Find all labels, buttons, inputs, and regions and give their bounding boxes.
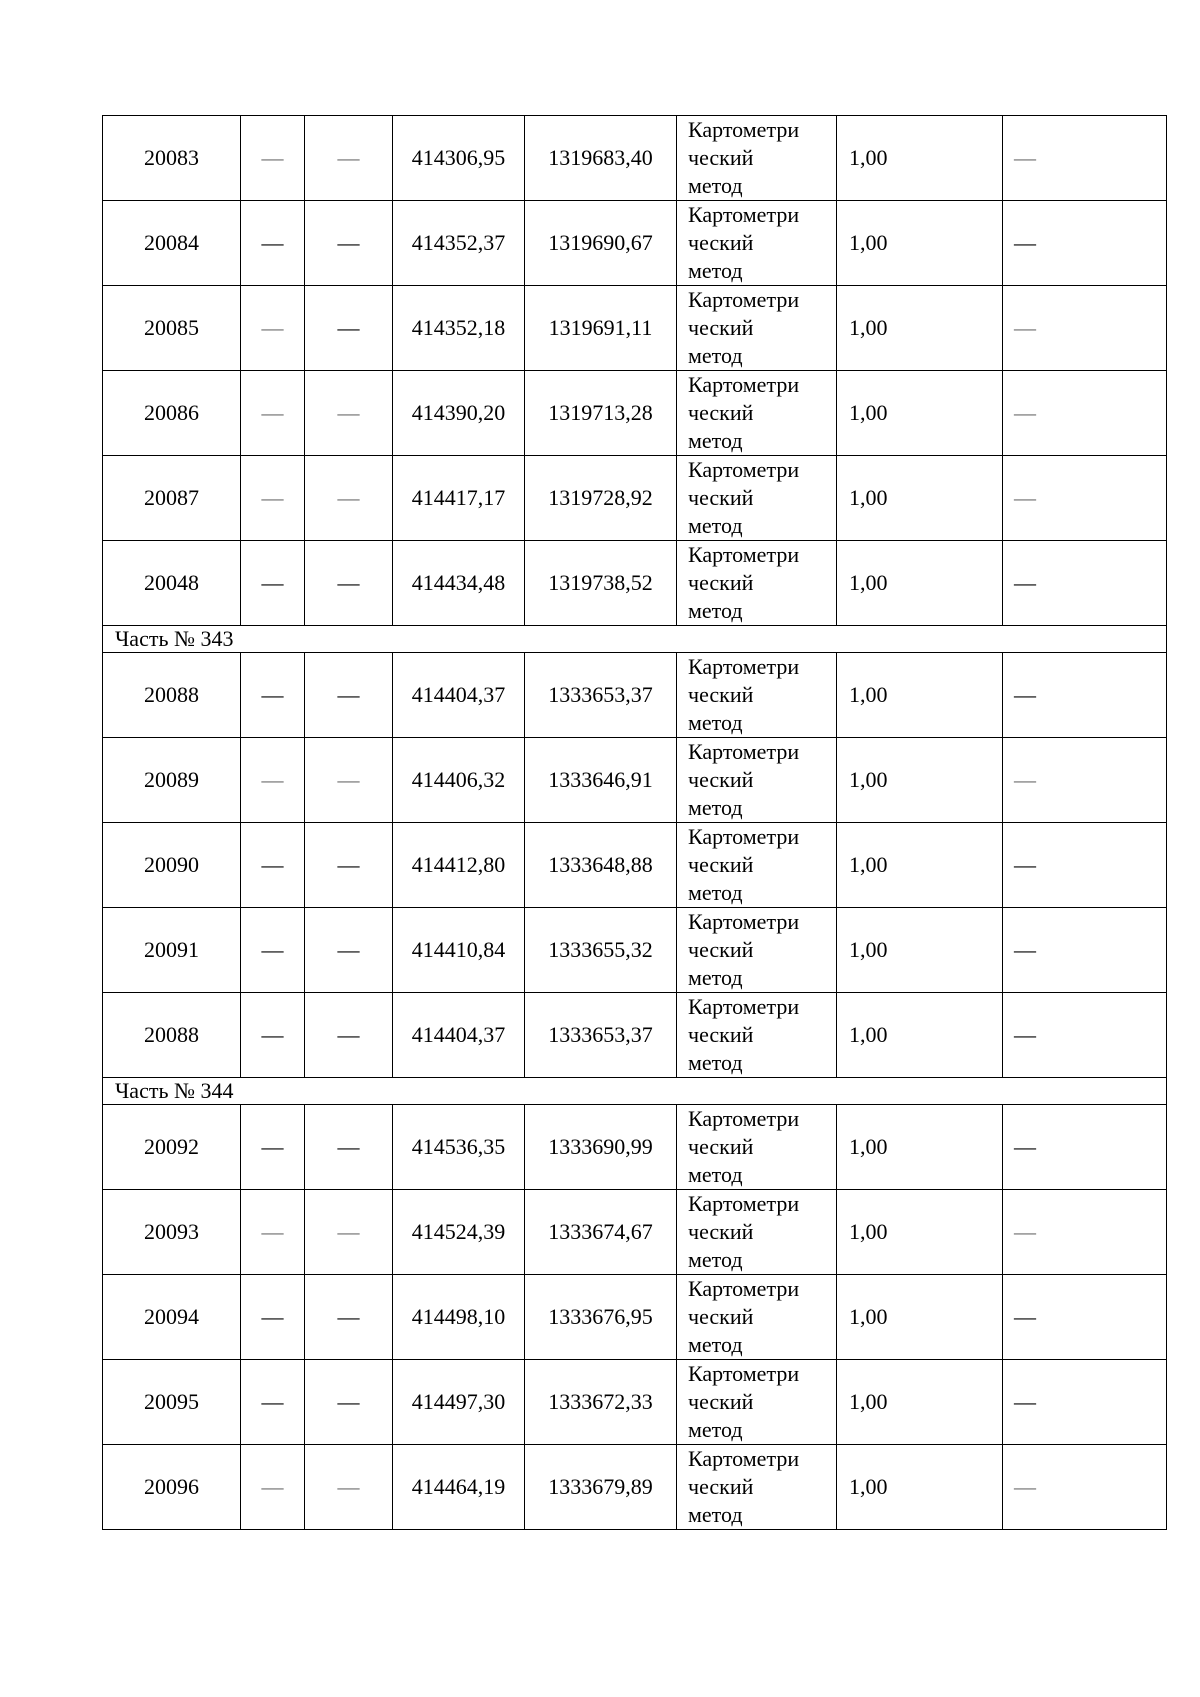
point-number-cell: 20048 [103,541,241,626]
old-y-cell [305,993,393,1078]
dash-mark: — [1014,852,1036,877]
accuracy-cell: 1,00 [837,1275,1003,1360]
old-y-cell [305,116,393,201]
note-cell [1003,1105,1167,1190]
y-coordinate-cell: 1333653,37 [525,993,677,1078]
method-cell [677,541,837,626]
old-y-cell [305,201,393,286]
method-text-line: ческий [688,315,754,340]
old-x-cell [241,1445,305,1530]
x-coordinate-cell: 414406,32 [393,738,525,823]
dash-mark: — [261,767,284,792]
old-x-cell [241,653,305,738]
table-row [103,1275,1167,1360]
method-text-line: ческий [688,145,754,170]
method-text-line: метод [688,343,743,368]
method-cell [677,1275,837,1360]
dash-mark: — [1014,400,1036,425]
method-text-line: Картометри [688,909,800,934]
old-y-cell [305,738,393,823]
accuracy-cell: 1,00 [837,653,1003,738]
point-number-cell: 20090 [103,823,241,908]
accuracy-cell: 1,00 [837,286,1003,371]
method-text-line: ческий [688,230,754,255]
method-text-line: метод [688,1247,743,1272]
dash-mark: — [337,145,360,170]
method-text-line: Картометри [688,457,800,482]
x-coordinate-cell: 414390,20 [393,371,525,456]
method-text-line: Картометри [688,1446,800,1471]
method-text-line: ческий [688,1022,754,1047]
point-number-cell: 20086 [103,371,241,456]
method-text-line: метод [688,598,743,623]
note-cell [1003,456,1167,541]
old-y-cell [305,1105,393,1190]
dash-mark: — [261,1304,284,1329]
method-text-line: метод [688,710,743,735]
dash-mark: — [337,1219,360,1244]
method-cell [677,1360,837,1445]
x-coordinate-cell: 414306,95 [393,116,525,201]
table-row [103,116,1167,201]
method-text-line: ческий [688,1474,754,1499]
method-text-line: метод [688,513,743,538]
old-x-cell [241,1360,305,1445]
method-text-line: Картометри [688,1191,800,1216]
table-row [103,371,1167,456]
y-coordinate-cell: 1333653,37 [525,653,677,738]
dash-mark: — [1014,937,1036,962]
method-text-line: Картометри [688,117,800,142]
method-text-line: Картометри [688,202,800,227]
dash-mark: — [337,400,360,425]
note-cell [1003,993,1167,1078]
old-y-cell [305,908,393,993]
dash-mark: — [337,315,360,340]
point-number-cell: 20088 [103,993,241,1078]
dash-mark: — [337,767,360,792]
method-text-line: ческий [688,1389,754,1414]
dash-mark: — [261,682,284,707]
part-header-row [103,626,1167,653]
table-body [103,116,1167,1530]
dash-mark: — [261,400,284,425]
y-coordinate-cell: 1333648,88 [525,823,677,908]
method-text-line: Картометри [688,1276,800,1301]
dash-mark: — [261,145,284,170]
method-text-line: Картометри [688,824,800,849]
method-text-line: Картометри [688,1361,800,1386]
dash-mark: — [1014,315,1036,340]
table-row [103,1190,1167,1275]
method-cell [677,286,837,371]
point-number-cell: 20094 [103,1275,241,1360]
method-text-line: Картометри [688,994,800,1019]
dash-mark: — [261,570,284,595]
y-coordinate-cell: 1319690,67 [525,201,677,286]
note-cell [1003,541,1167,626]
old-y-cell [305,456,393,541]
method-cell [677,371,837,456]
dash-mark: — [1014,682,1036,707]
dash-mark: — [261,1389,284,1414]
part-label: Часть № 343 [103,626,1167,653]
point-number-cell: 20096 [103,1445,241,1530]
method-cell [677,456,837,541]
method-cell [677,823,837,908]
method-text-line: ческий [688,1219,754,1244]
method-cell [677,993,837,1078]
dash-mark: — [337,485,360,510]
dash-mark: — [261,852,284,877]
method-text-line: ческий [688,570,754,595]
note-cell [1003,823,1167,908]
method-text-line: метод [688,965,743,990]
table-row [103,541,1167,626]
method-text-line: метод [688,1502,743,1527]
x-coordinate-cell: 414404,37 [393,993,525,1078]
method-text-line: ческий [688,937,754,962]
method-cell [677,116,837,201]
old-y-cell [305,1445,393,1530]
method-text-line: Картометри [688,1106,800,1131]
old-y-cell [305,286,393,371]
x-coordinate-cell: 414524,39 [393,1190,525,1275]
old-x-cell [241,456,305,541]
dash-mark: — [1014,1022,1036,1047]
y-coordinate-cell: 1319683,40 [525,116,677,201]
accuracy-cell: 1,00 [837,1190,1003,1275]
dash-mark: — [1014,485,1036,510]
table-row [103,993,1167,1078]
table-row [103,286,1167,371]
dash-mark: — [337,682,360,707]
old-y-cell [305,1275,393,1360]
x-coordinate-cell: 414417,17 [393,456,525,541]
point-number-cell: 20093 [103,1190,241,1275]
dash-mark: — [1014,1219,1036,1244]
note-cell [1003,908,1167,993]
note-cell [1003,1275,1167,1360]
old-x-cell [241,116,305,201]
x-coordinate-cell: 414498,10 [393,1275,525,1360]
method-text-line: ческий [688,1304,754,1329]
accuracy-cell: 1,00 [837,541,1003,626]
dash-mark: — [337,1389,360,1414]
coordinates-table [102,115,1167,1530]
accuracy-cell: 1,00 [837,116,1003,201]
y-coordinate-cell: 1333672,33 [525,1360,677,1445]
x-coordinate-cell: 414352,18 [393,286,525,371]
method-cell [677,201,837,286]
method-text-line: ческий [688,400,754,425]
note-cell [1003,1360,1167,1445]
accuracy-cell: 1,00 [837,456,1003,541]
accuracy-cell: 1,00 [837,1445,1003,1530]
point-number-cell: 20087 [103,456,241,541]
method-text-line: ческий [688,485,754,510]
x-coordinate-cell: 414497,30 [393,1360,525,1445]
note-cell [1003,738,1167,823]
part-label: Часть № 344 [103,1078,1167,1105]
y-coordinate-cell: 1333676,95 [525,1275,677,1360]
note-cell [1003,653,1167,738]
y-coordinate-cell: 1319728,92 [525,456,677,541]
method-text-line: ческий [688,852,754,877]
method-text-line: метод [688,1050,743,1075]
y-coordinate-cell: 1333690,99 [525,1105,677,1190]
old-x-cell [241,1105,305,1190]
accuracy-cell: 1,00 [837,908,1003,993]
method-text-line: метод [688,1162,743,1187]
y-coordinate-cell: 1319691,11 [525,286,677,371]
dash-mark: — [1014,1134,1036,1159]
point-number-cell: 20092 [103,1105,241,1190]
accuracy-cell: 1,00 [837,371,1003,456]
dash-mark: — [337,230,360,255]
dash-mark: — [261,1219,284,1244]
note-cell [1003,371,1167,456]
dash-mark: — [337,1022,360,1047]
method-text-line: Картометри [688,542,800,567]
dash-mark: — [337,1474,360,1499]
method-text-line: метод [688,1332,743,1357]
method-text-line: Картометри [688,287,800,312]
dash-mark: — [337,1304,360,1329]
part-header-row [103,1078,1167,1105]
dash-mark: — [261,230,284,255]
method-text-line: Картометри [688,372,800,397]
old-y-cell [305,653,393,738]
dash-mark: — [261,1474,284,1499]
old-y-cell [305,371,393,456]
dash-mark: — [1014,1304,1036,1329]
point-number-cell: 20085 [103,286,241,371]
method-text-line: ческий [688,682,754,707]
x-coordinate-cell: 414404,37 [393,653,525,738]
note-cell [1003,1190,1167,1275]
method-text-line: метод [688,795,743,820]
old-x-cell [241,1190,305,1275]
old-x-cell [241,738,305,823]
x-coordinate-cell: 414352,37 [393,201,525,286]
point-number-cell: 20091 [103,908,241,993]
note-cell [1003,1445,1167,1530]
table-row [103,201,1167,286]
dash-mark: — [337,570,360,595]
dash-mark: — [1014,1474,1036,1499]
table-row [103,738,1167,823]
note-cell [1003,116,1167,201]
old-y-cell [305,541,393,626]
dash-mark: — [261,1134,284,1159]
y-coordinate-cell: 1319713,28 [525,371,677,456]
dash-mark: — [1014,230,1036,255]
dash-mark: — [261,1022,284,1047]
dash-mark: — [1014,1389,1036,1414]
old-x-cell [241,823,305,908]
method-cell [677,738,837,823]
table-row [103,823,1167,908]
note-cell [1003,201,1167,286]
x-coordinate-cell: 414412,80 [393,823,525,908]
table-row [103,1105,1167,1190]
y-coordinate-cell: 1333655,32 [525,908,677,993]
table-row [103,653,1167,738]
method-cell [677,1105,837,1190]
dash-mark: — [337,937,360,962]
old-x-cell [241,371,305,456]
method-text-line: метод [688,258,743,283]
point-number-cell: 20095 [103,1360,241,1445]
table-row [103,456,1167,541]
dash-mark: — [1014,145,1036,170]
y-coordinate-cell: 1333674,67 [525,1190,677,1275]
old-x-cell [241,908,305,993]
dash-mark: — [1014,570,1036,595]
old-y-cell [305,1190,393,1275]
method-cell [677,1445,837,1530]
table-row [103,908,1167,993]
x-coordinate-cell: 414464,19 [393,1445,525,1530]
method-text-line: метод [688,1417,743,1442]
old-x-cell [241,1275,305,1360]
method-text-line: метод [688,880,743,905]
method-text-line: ческий [688,1134,754,1159]
method-text-line: метод [688,173,743,198]
method-cell [677,1190,837,1275]
dash-mark: — [261,485,284,510]
accuracy-cell: 1,00 [837,823,1003,908]
dash-mark: — [337,852,360,877]
dash-mark: — [337,1134,360,1159]
x-coordinate-cell: 414410,84 [393,908,525,993]
x-coordinate-cell: 414434,48 [393,541,525,626]
old-x-cell [241,286,305,371]
method-cell [677,653,837,738]
x-coordinate-cell: 414536,35 [393,1105,525,1190]
table-row [103,1445,1167,1530]
old-y-cell [305,823,393,908]
accuracy-cell: 1,00 [837,738,1003,823]
dash-mark: — [261,937,284,962]
old-y-cell [305,1360,393,1445]
method-text-line: метод [688,428,743,453]
point-number-cell: 20083 [103,116,241,201]
table-row [103,1360,1167,1445]
point-number-cell: 20088 [103,653,241,738]
accuracy-cell: 1,00 [837,993,1003,1078]
y-coordinate-cell: 1319738,52 [525,541,677,626]
old-x-cell [241,541,305,626]
method-text-line: Картометри [688,654,800,679]
method-text-line: Картометри [688,739,800,764]
dash-mark: — [261,315,284,340]
method-text-line: ческий [688,767,754,792]
accuracy-cell: 1,00 [837,1105,1003,1190]
point-number-cell: 20084 [103,201,241,286]
old-x-cell [241,993,305,1078]
old-x-cell [241,201,305,286]
y-coordinate-cell: 1333646,91 [525,738,677,823]
point-number-cell: 20089 [103,738,241,823]
accuracy-cell: 1,00 [837,201,1003,286]
dash-mark: — [1014,767,1036,792]
method-cell [677,908,837,993]
accuracy-cell: 1,00 [837,1360,1003,1445]
y-coordinate-cell: 1333679,89 [525,1445,677,1530]
note-cell [1003,286,1167,371]
